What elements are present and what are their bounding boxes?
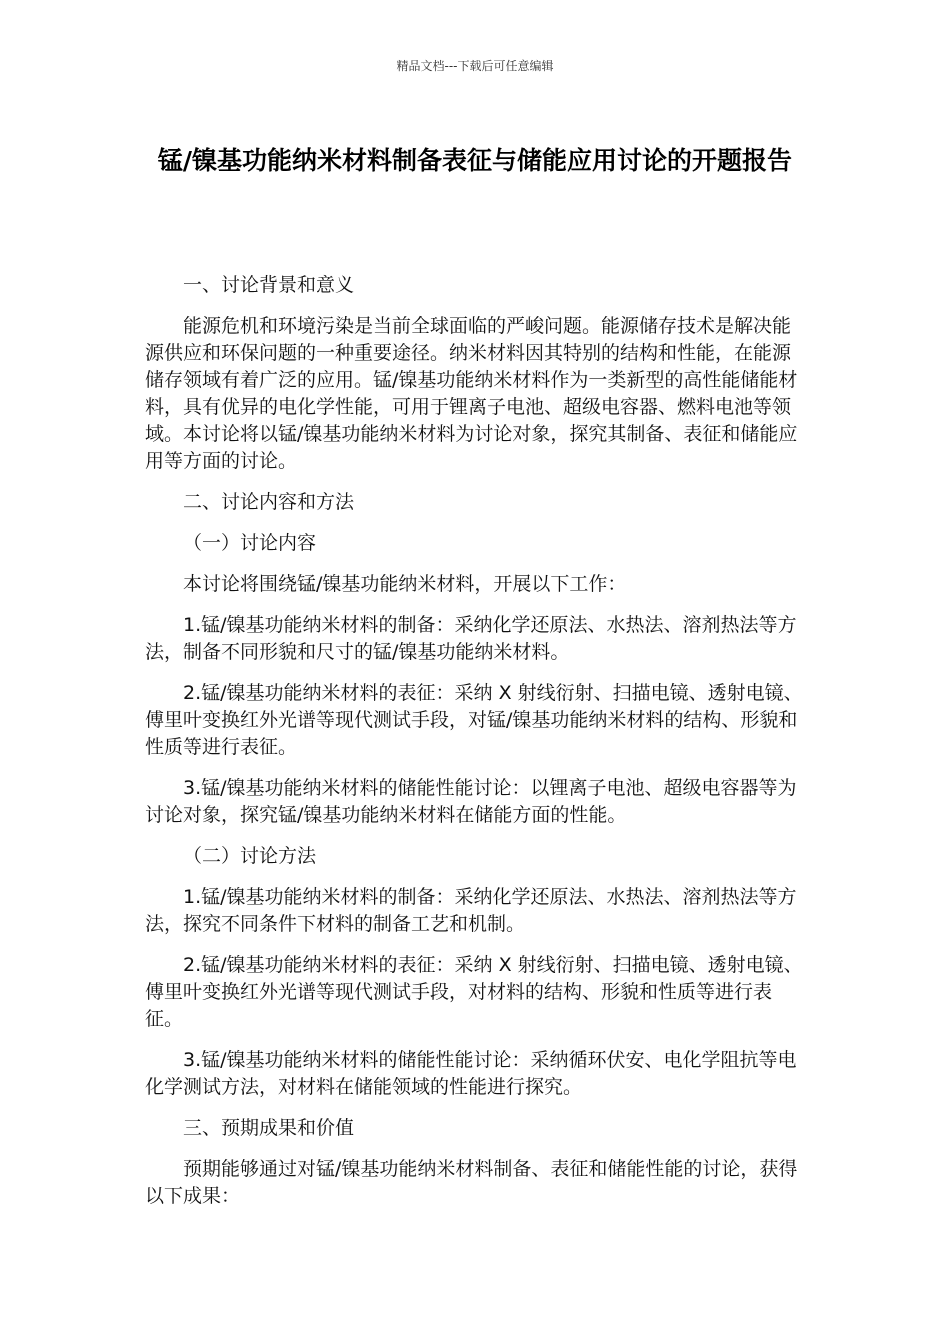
header-note: 精品文档---下载后可任意编辑 <box>396 59 554 73</box>
document-title: 锰/镍基功能纳米材料制备表征与储能应用讨论的开题报告 <box>157 146 793 175</box>
section-heading-expected-results: 三、预期成果和价值 <box>183 1117 355 1139</box>
paragraph-intro-work: 本讨论将围绕锰/镍基功能纳米材料，开展以下工作： <box>183 573 627 595</box>
list-item-content-3: 3.锰/镍基功能纳米材料的储能性能讨论：以锂离子电池、超级电容器等为讨论对象，探究锰/镍基功能纳米材料在储能方面的性能。 <box>145 777 797 826</box>
document-body <box>145 272 805 1224</box>
list-item-content-2: 2.锰/镍基功能纳米材料的表征：采纳 X 射线衍射、扫描电镜、透射电镜、傅里叶变换红外光谱等现代测试手段，对锰/镍基功能纳米材料的结构、形貌和性质等进行表征。 <box>145 682 803 758</box>
list-item-method-2: 2.锰/镍基功能纳米材料的表征：采纳 X 射线衍射、扫描电镜、透射电镜、傅里叶变换红外光谱等现代测试手段，对材料的结构、形貌和性质等进行表征。 <box>145 954 803 1030</box>
list-item-content-1: 1.锰/镍基功能纳米材料的制备：采纳化学还原法、水热法、溶剂热法等方法，制备不同形貌和尺寸的锰/镍基功能纳米材料。 <box>145 614 797 663</box>
paragraph-background: 能源危机和环境污染是当前全球面临的严峻问题。能源储存技术是解决能源供应和环保问题的一种重要途径。纳米材料因其特别的结构和性能，在能源储存领域有着广泛的应用。锰/镍基功能纳米材料作为一类新型的高性能储能材料，具有优异的电化学性能，可用于锂离子电池、超级电容器、燃料电池等领域。本讨论将以锰/镍基功能纳米材料为讨论对象，探究其制备、表征和储能应用等方面的讨论。 <box>145 315 798 472</box>
section-heading-content-methods: 二、讨论内容和方法 <box>183 491 355 513</box>
subheading-research-methods: （二）讨论方法 <box>183 845 317 867</box>
subheading-research-content: （一）讨论内容 <box>183 532 317 554</box>
list-item-method-3: 3.锰/镍基功能纳米材料的储能性能讨论：采纳循环伏安、电化学阻抗等电化学测试方法，对材料在储能领域的性能进行探究。 <box>145 1049 797 1098</box>
paragraph-expected-results: 预期能够通过对锰/镍基功能纳米材料制备、表征和储能性能的讨论，获得以下成果： <box>145 1158 798 1207</box>
list-item-method-1: 1.锰/镍基功能纳米材料的制备：采纳化学还原法、水热法、溶剂热法等方法，探究不同条件下材料的制备工艺和机制。 <box>145 886 797 935</box>
section-heading-background: 一、讨论背景和意义 <box>183 274 355 296</box>
